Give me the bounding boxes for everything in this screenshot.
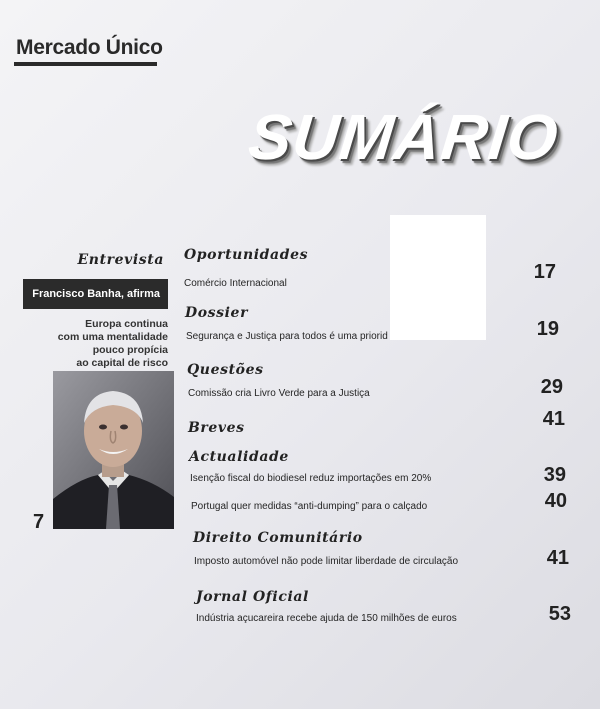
interview-name: Francisco Banha, afirma xyxy=(32,288,160,300)
teaser-line: pouco propícia xyxy=(92,344,168,356)
teaser-line: com uma mentalidade xyxy=(57,331,168,343)
portrait-illustration xyxy=(53,371,174,529)
toc-page-number: 53 xyxy=(548,603,571,625)
interview-page-number: 7 xyxy=(33,511,45,533)
brand-underline xyxy=(14,62,157,66)
toc-item: Imposto automóvel não pode limitar liberdade de circulação xyxy=(194,556,459,567)
toc-page-number: 41 xyxy=(542,408,565,430)
section-heading: Direito Comunitário xyxy=(193,530,363,546)
toc-page-number: 19 xyxy=(536,318,559,340)
section-heading: Breves xyxy=(188,420,245,436)
section-heading: Questões xyxy=(187,362,264,378)
toc-item: Comissão cria Livro Verde para a Justiça xyxy=(188,388,370,399)
interviewee-photo xyxy=(53,371,174,529)
magazine-brand: Mercado Único xyxy=(16,36,163,59)
toc-item: Isenção fiscal do biodiesel reduz importações em 20% xyxy=(190,473,432,484)
toc-page-number: 40 xyxy=(544,490,567,512)
blank-patch xyxy=(390,215,486,340)
section-heading: Oportunidades xyxy=(184,247,309,263)
interview-label: Entrevista xyxy=(77,252,164,268)
toc-page-number: 41 xyxy=(546,547,569,569)
teaser-line: ao capital de risco xyxy=(76,357,168,369)
toc-page-number: 39 xyxy=(543,464,566,486)
toc-page-number: 29 xyxy=(540,376,563,398)
teaser-line: Europa continua xyxy=(85,318,168,330)
section-heading: Actualidade xyxy=(189,449,289,465)
toc-page-number: 17 xyxy=(533,261,556,283)
section-heading: Dossier xyxy=(185,305,249,321)
interview-name-bar xyxy=(23,279,168,309)
toc-item: Portugal quer medidas “anti-dumping” para o calçado xyxy=(191,501,428,512)
interview-teaser xyxy=(18,318,168,370)
toc-item: Indústria açucareira recebe ajuda de 150 milhões de euros xyxy=(196,613,457,624)
toc-item: Segurança e Justiça para todos é uma priorid xyxy=(186,331,388,342)
toc-item: Comércio Internacional xyxy=(184,278,287,289)
page-title: SUMÁRIO xyxy=(244,101,562,173)
section-heading: Jornal Oficial xyxy=(196,589,309,605)
